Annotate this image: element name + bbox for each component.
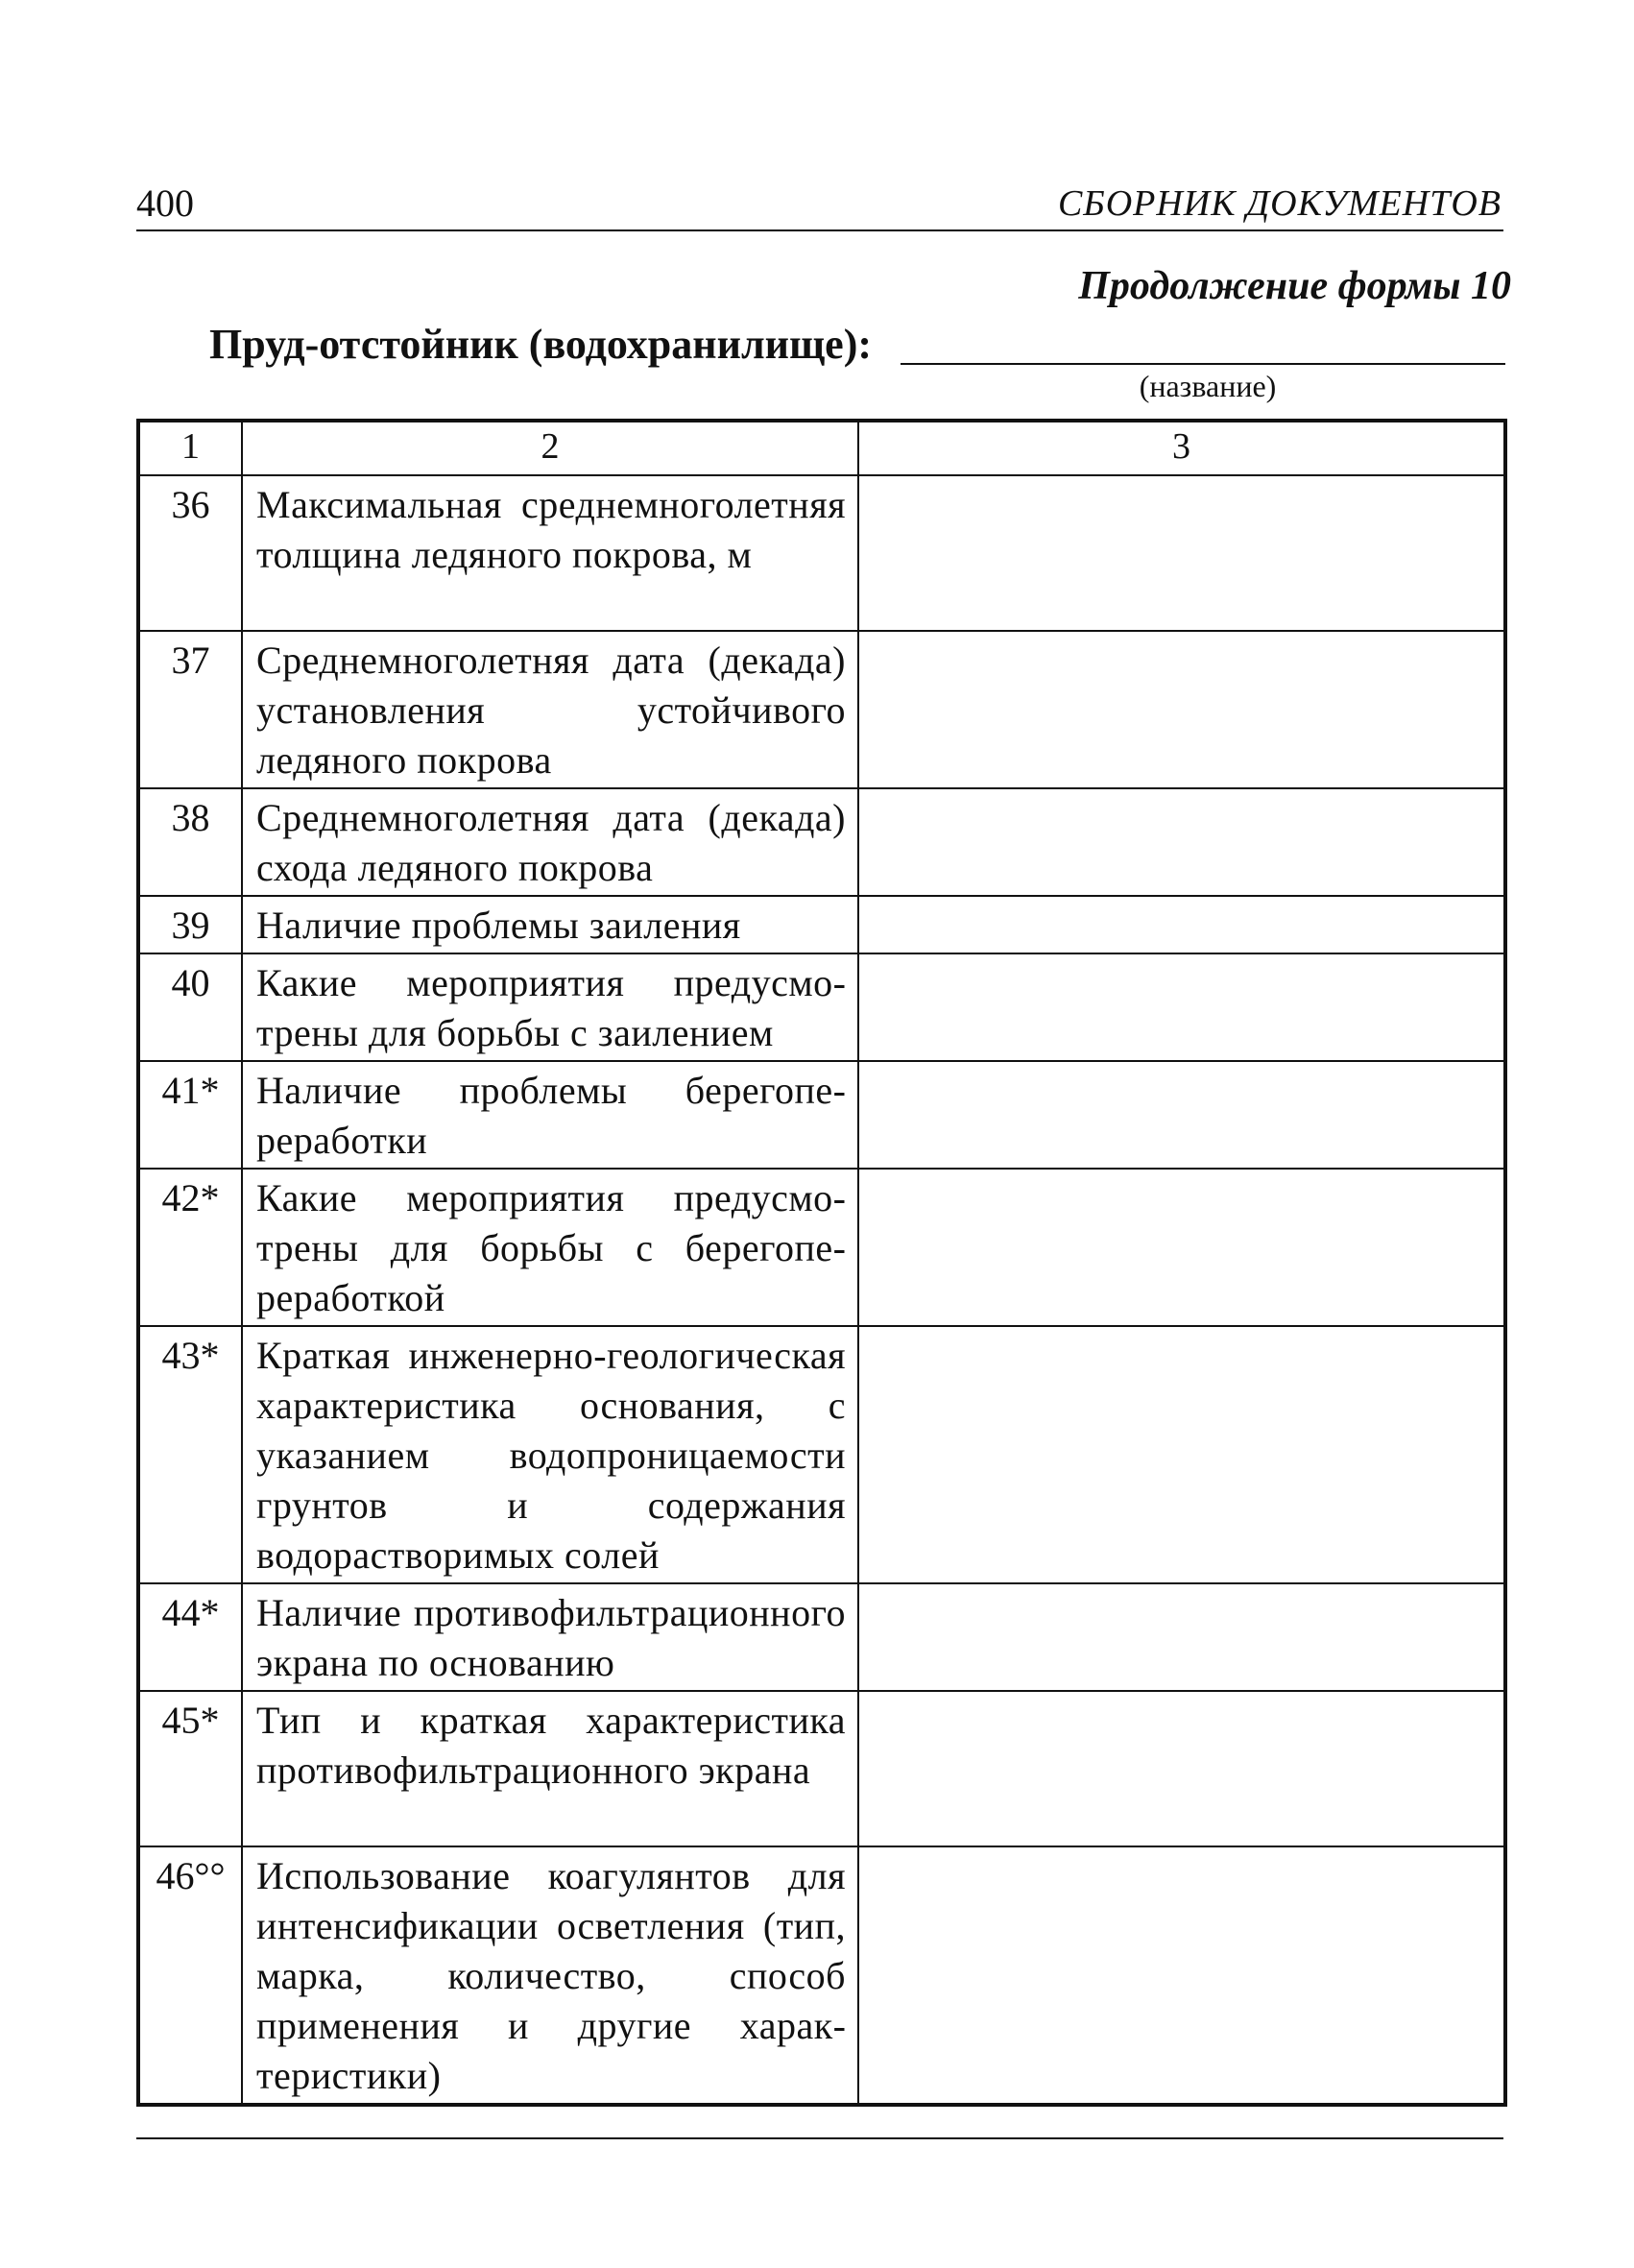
table-row: [138, 1326, 1505, 1583]
row-number: 46°°: [138, 1846, 242, 2105]
row-number: 39: [138, 896, 242, 953]
row-value-cell[interactable]: [858, 1583, 1505, 1691]
table-row: [138, 788, 1505, 896]
table-row: [138, 953, 1505, 1061]
column-header: 3: [858, 421, 1505, 475]
row-description: Какие мероприятия предусмотрены для борьбы с заилением: [242, 953, 858, 1061]
table-row: [138, 1691, 1505, 1846]
row-value-cell[interactable]: [858, 1169, 1505, 1326]
header-rule: [136, 229, 1503, 231]
row-number: 42*: [138, 1169, 242, 1326]
row-value-cell[interactable]: [858, 953, 1505, 1061]
column-header: 2: [242, 421, 858, 475]
column-header: 1: [138, 421, 242, 475]
row-number: 38: [138, 788, 242, 896]
row-value-cell[interactable]: [858, 1326, 1505, 1583]
row-description: Тип и краткая характеристика противофильтрационного экрана: [242, 1691, 858, 1846]
table-row: [138, 1169, 1505, 1326]
table-row: [138, 1583, 1505, 1691]
table-row: [138, 475, 1505, 631]
row-description: Какие мероприятия предусмотрены для борьбы с берегопереработкой: [242, 1169, 858, 1326]
table-header-row: [138, 421, 1505, 475]
pond-name-caption: (название): [1139, 369, 1277, 403]
pond-label: Пруд-отстойник (водохранилище):: [209, 321, 872, 368]
row-number: 44*: [138, 1583, 242, 1691]
continuation-title: Продолжение формы 10: [1078, 264, 1511, 308]
running-title: СБОРНИК ДОКУМЕНТОВ: [1057, 183, 1502, 224]
row-value-cell[interactable]: [858, 475, 1505, 631]
row-value-cell[interactable]: [858, 1691, 1505, 1846]
row-description: Использование коагулянтов для интенсификации осветления (тип, марка, количество, способ применения и другие характеристики): [242, 1846, 858, 2105]
row-description: Наличие проблемы берегопереработки: [242, 1061, 858, 1169]
row-description: Краткая инженерно-геологическая характеристика основания, с указанием водопроницаемости грунтов и содержания водорастворимых солей: [242, 1326, 858, 1583]
row-value-cell[interactable]: [858, 896, 1505, 953]
table-row: [138, 631, 1505, 788]
row-description: Среднемноголетняя дата (декада) установления устойчивого ледяного покрова: [242, 631, 858, 788]
page-number: 400: [136, 181, 194, 225]
table-row: [138, 896, 1505, 953]
row-value-cell[interactable]: [858, 1846, 1505, 2105]
table-row: [138, 1846, 1505, 2105]
pond-name-field[interactable]: [901, 363, 1505, 365]
row-number: 36: [138, 475, 242, 631]
row-number: 37: [138, 631, 242, 788]
row-value-cell[interactable]: [858, 788, 1505, 896]
row-number: 45*: [138, 1691, 242, 1846]
form-table: [136, 419, 1507, 2107]
table-row: [138, 1061, 1505, 1169]
row-description: Наличие проблемы заиления: [242, 896, 858, 953]
row-number: 43*: [138, 1326, 242, 1583]
row-description: Наличие противофильтрационного экрана по основанию: [242, 1583, 858, 1691]
row-description: Среднемноголетняя дата (декада) схода ледяного покрова: [242, 788, 858, 896]
row-description: Максимальная среднемноголетняя толщина ледяного покрова, м: [242, 475, 858, 631]
row-value-cell[interactable]: [858, 1061, 1505, 1169]
row-number: 41*: [138, 1061, 242, 1169]
footer-rule: [136, 2137, 1503, 2139]
row-number: 40: [138, 953, 242, 1061]
row-value-cell[interactable]: [858, 631, 1505, 788]
